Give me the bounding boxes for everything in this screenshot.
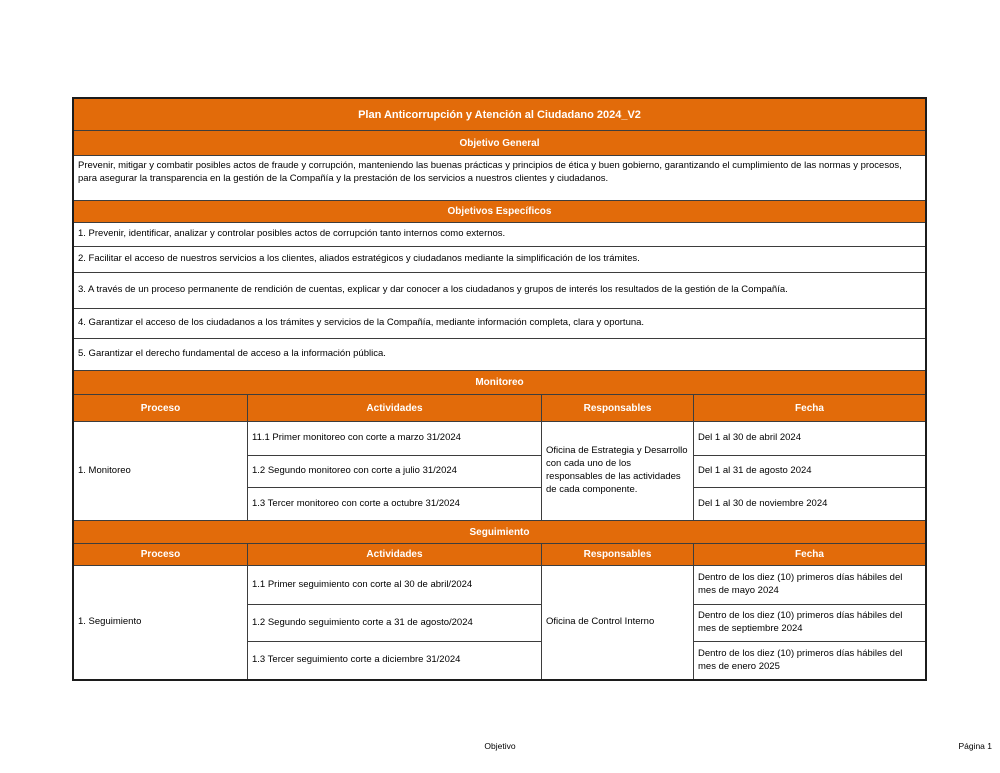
seguimiento-actividad-3: 1.3 Tercer seguimiento corte a diciembre 31/2024 — [247, 641, 541, 679]
seguimiento-fecha-2: Dentro de los diez (10) primeros días hábiles del mes de septiembre 2024 — [693, 604, 925, 641]
document-title: Plan Anticorrupción y Atención al Ciudadano 2024_V2 — [74, 99, 925, 130]
footer-page-number: Página 1 — [958, 741, 992, 751]
plan-anticorrupcion-table — [72, 97, 927, 681]
seguimiento-col-responsables: Responsables — [541, 544, 693, 565]
monitoreo-fecha-3: Del 1 al 30 de noviembre 2024 — [693, 487, 925, 520]
seguimiento-col-actividades: Actividades — [247, 544, 541, 565]
seguimiento-actividad-1: 1.1 Primer seguimiento con corte al 30 de abril/2024 — [247, 566, 541, 604]
seguimiento-fecha-3: Dentro de los diez (10) primeros días hábiles del mes de enero 2025 — [693, 641, 925, 679]
objetivo-general-text: Prevenir, mitigar y combatir posibles actos de fraude y corrupción, manteniendo las buenas prácticas y principios de ética y buen gobierno, garantizando el cumplimiento de las normas y procesos, para asegurar la transparencia en la gestión de la Compañía y la prestación de los servicios a nuestros clientes y ciudadanos. — [74, 155, 925, 200]
monitoreo-actividad-1: 11.1 Primer monitoreo con corte a marzo 31/2024 — [247, 422, 541, 455]
monitoreo-column-headers — [74, 394, 925, 421]
objetivos-especificos-heading: Objetivos Específicos — [74, 200, 925, 222]
monitoreo-fecha-2: Del 1 al 31 de agosto 2024 — [693, 455, 925, 487]
monitoreo-actividad-2: 1.2 Segundo monitoreo con corte a julio 31/2024 — [247, 455, 541, 487]
objetivo-especifico-3: 3. A través de un proceso permanente de rendición de cuentas, explicar y dar conocer a los ciudadanos y grupos de interés los resultados de la gestión de la Compañía. — [74, 272, 925, 308]
objetivo-especifico-2: 2. Facilitar el acceso de nuestros servicios a los clientes, aliados estratégicos y ciudadanos mediante la simplificación de los trámites. — [74, 246, 925, 272]
seguimiento-col-fecha: Fecha — [693, 544, 925, 565]
monitoreo-proceso-cell: 1. Monitoreo — [78, 464, 131, 476]
seguimiento-data — [74, 565, 925, 679]
monitoreo-responsables-cell: Oficina de Estrategia y Desarrollo con cada uno de los responsables de las actividades de cada componente. — [541, 422, 693, 520]
monitoreo-col-proceso: Proceso — [140, 402, 181, 414]
seguimiento-column-headers — [74, 543, 925, 565]
objetivo-especifico-4: 4. Garantizar el acceso de los ciudadanos a los trámites y servicios de la Compañía, mediante información completa, clara y oportuna. — [74, 308, 925, 338]
monitoreo-col-actividades: Actividades — [247, 395, 541, 421]
footer-sheet-name: Objetivo — [484, 741, 516, 751]
monitoreo-section-heading: Monitoreo — [74, 370, 925, 394]
seguimiento-section-heading: Seguimiento — [74, 520, 925, 543]
seguimiento-col-proceso: Proceso — [140, 549, 181, 560]
objetivo-general-heading: Objetivo General — [74, 130, 925, 155]
seguimiento-responsables-cell: Oficina de Control Interno — [541, 566, 693, 679]
seguimiento-proceso-cell: 1. Seguimiento — [78, 616, 142, 628]
objetivo-especifico-5: 5. Garantizar el derecho fundamental de acceso a la información pública. — [74, 338, 925, 370]
monitoreo-col-responsables: Responsables — [541, 395, 693, 421]
objetivo-especifico-1: 1. Prevenir, identificar, analizar y controlar posibles actos de corrupción tanto internos como externos. — [74, 222, 925, 246]
seguimiento-fecha-1: Dentro de los diez (10) primeros días hábiles del mes de mayo 2024 — [693, 566, 925, 604]
monitoreo-col-fecha: Fecha — [693, 395, 925, 421]
monitoreo-fecha-1: Del 1 al 30 de abril 2024 — [693, 422, 925, 455]
monitoreo-data — [74, 421, 925, 520]
monitoreo-actividad-3: 1.3 Tercer monitoreo con corte a octubre 31/2024 — [247, 487, 541, 520]
seguimiento-actividad-2: 1.2 Segundo seguimiento corte a 31 de agosto/2024 — [247, 604, 541, 641]
